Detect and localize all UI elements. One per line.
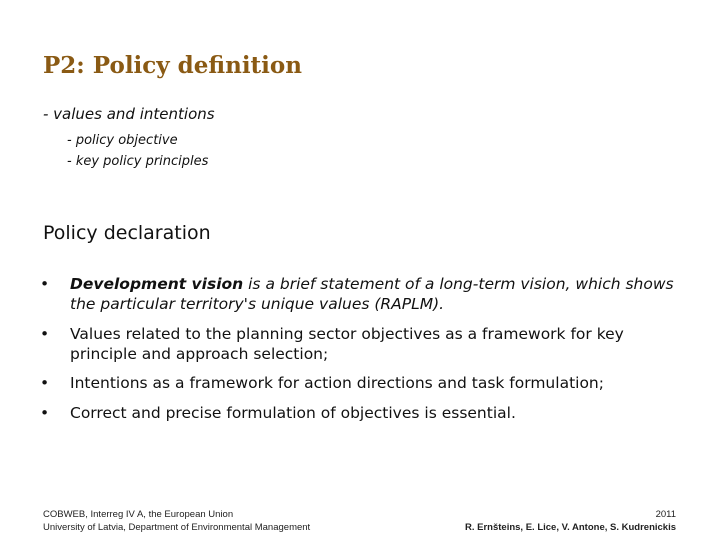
slide-title: P2: Policy definition [43,52,302,79]
bullet-lead-term: Development vision [70,275,244,293]
footer-year: 2011 [655,509,676,520]
footer-project: COBWEB, Interreg IV A, the European Union [43,509,234,520]
bullet-text: is a brief statement of a long-term vision, which shows the particular territory's unique values (RAPLM). [70,275,674,313]
bullet-text: Intentions as a framework for action directions and task formulation; [70,374,604,392]
sub-item-key-principles: - key policy principles [67,154,209,169]
bullet-item-values [40,324,690,364]
footer-right [465,508,676,534]
footer-left [43,508,310,534]
bullet-text: Correct and precise formulation of objectives is essential. [70,404,516,422]
bullet-list [40,274,690,432]
bullet-icon: • [40,374,50,392]
bullet-icon: • [40,404,50,422]
bullet-item-development-vision [40,274,690,314]
sub-item-policy-objective: - policy objective [67,133,178,148]
bullet-item-objectives [40,403,690,423]
bullet-icon: • [40,275,50,293]
bullet-item-intentions [40,373,690,393]
bullet-icon: • [40,325,50,343]
footer-authors: R. Ernšteins, E. Lice, V. Antone, S. Kudrenickis [465,522,676,533]
subtitle: - values and intentions [43,105,215,123]
section-heading: Policy declaration [43,222,211,244]
bullet-text: Values related to the planning sector objectives as a framework for key principle and approach selection; [70,325,624,363]
footer-institution: University of Latvia, Department of Environmental Management [43,522,311,533]
